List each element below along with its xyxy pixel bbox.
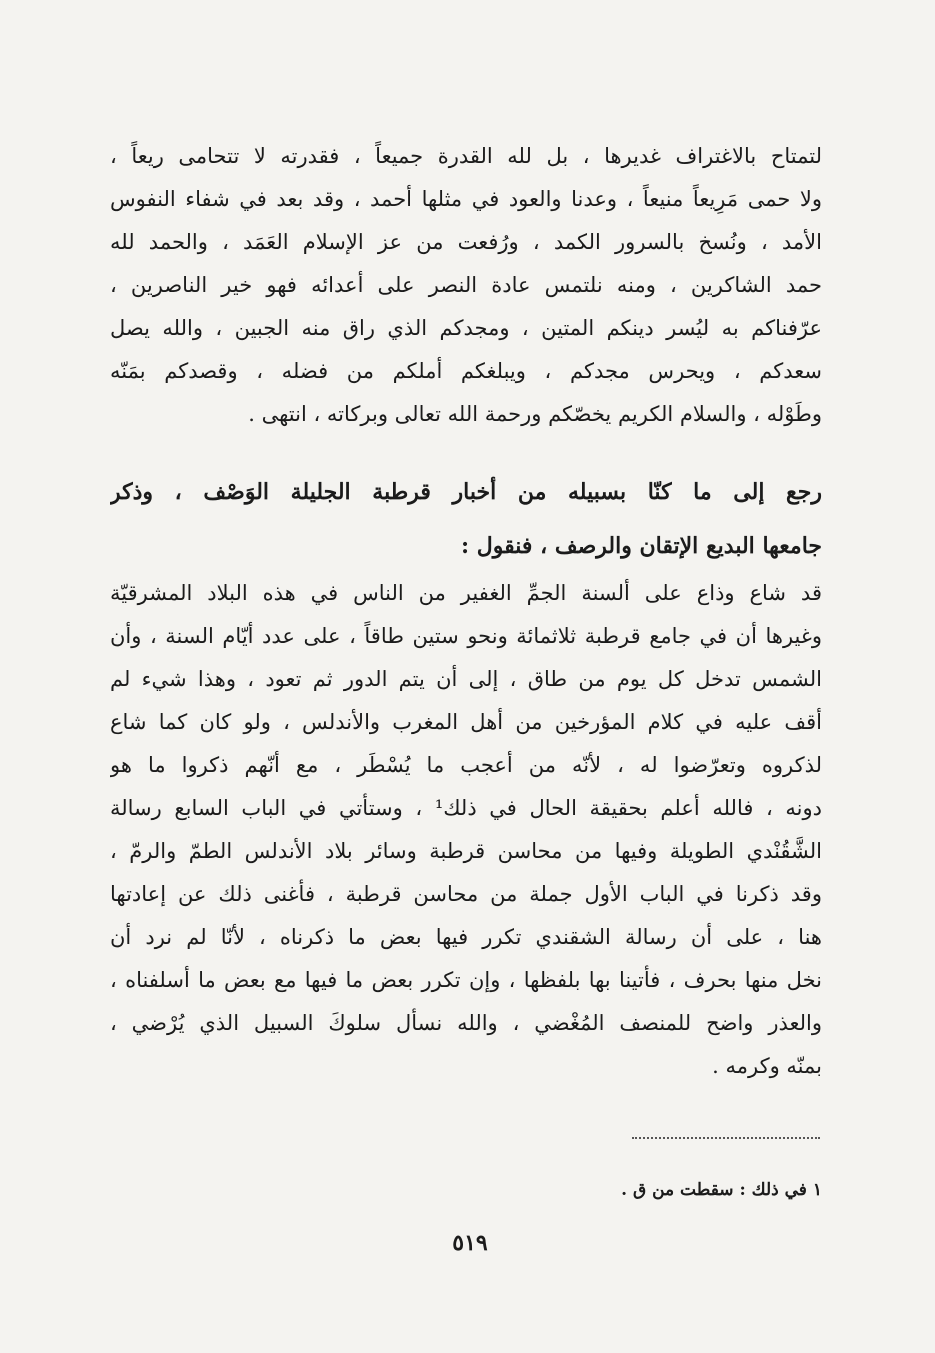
paragraph-1-line: لتمتاح بالاغتراف غديرها ، بل لله القدرة جميعاً ، فقدرته لا تتحامى ريعاً ، (110, 144, 822, 168)
paragraph-2-line: والعذر واضح للمنصف المُغْضي ، والله نسأل سلوكَ السبيل الذي يُرْضي ، (110, 1011, 822, 1035)
paragraph-1-line: عرّفناكم به ليُسر دينكم المتين ، ومجدكم الذي راق منه الجبين ، والله يصل (110, 316, 822, 340)
paragraph-2-line: نخل منها بحرف ، فأتينا بها بلفظها ، وإن تكرر بعض ما فيها مع بعض ما أسلفناه ، (110, 968, 822, 992)
footnote-separator (632, 1137, 820, 1139)
paragraph-2-line: وغيرها أن في جامع قرطبة ثلاثمائة ونحو ستين طاقاً ، على عدد أيّام السنة ، وأن (110, 624, 822, 648)
paragraph-2-line: قد شاع وذاع على ألسنة الجمِّ الغفير من الناس في هذه البلاد المشرقيّة (110, 581, 822, 605)
paragraph-1-line: حمد الشاكرين ، ومنه نلتمس عادة النصر على أعدائه فهو خير الناصرين ، (110, 273, 822, 297)
paragraph-2-line: هنا ، على أن رسالة الشقندي تكرر فيها بعض ما ذكرناه ، لأنّا لم نرد أن (110, 925, 822, 949)
paragraph-2-line: الشَّقُنْدي الطويلة وفيها من محاسن قرطبة وسائر بلاد الأندلس الطمّ والرمّ ، (110, 839, 822, 863)
paragraph-2-line: لذكروه وتعرّضوا له ، لأنّه من أعجب ما يُسْطَر ، مع أنّهم ذكروا ما هو (110, 753, 822, 777)
paragraph-2-line: الشمس تدخل كل يوم من طاق ، إلى أن يتم الدور ثم تعود ، وهذا شيء لم (110, 667, 822, 691)
paragraph-2-line: أقف عليه في كلام المؤرخين من أهل المغرب والأندلس ، ولو كان كما شاع (110, 710, 822, 734)
section-heading-line: جامعها البديع الإتقان والرصف ، فنقول : (461, 533, 822, 559)
paragraph-1 (110, 135, 822, 436)
paragraph-2-line: بمنّه وكرمه . (712, 1054, 822, 1078)
footnote: ١ في ذلك : سقطت من ق . (621, 1180, 822, 1200)
paragraph-2-line: وقد ذكرنا في الباب الأول جملة من محاسن قرطبة ، فأغنى ذلك عن إعادتها (110, 882, 822, 906)
paragraph-1-line: الأمد ، ونُسخ بالسرور الكمد ، ورُفعت من عز الإسلام العَمَد ، والحمد لله (110, 230, 822, 254)
paragraph-1-line: وطَوْله ، والسلام الكريم يخصّكم ورحمة الله تعالى وبركاته ، انتهى . (248, 402, 822, 426)
paragraph-1-line: سعدكم ، ويحرس مجدكم ، ويبلغكم أملكم من فضله ، وقصدكم بمَنّه (110, 359, 822, 383)
paragraph-1-line: ولا حمى مَرِيعاً منيعاً ، وعدنا والعود في مثلها أحمد ، وقد بعد في شفاء النفوس (110, 187, 822, 211)
paragraph-2 (110, 572, 822, 1088)
paragraph-2-line: دونه ، فالله أعلم بحقيقة الحال في ذلك¹ ، وستأتي في الباب السابع رسالة (110, 796, 822, 820)
page-number: ٥١٩ (452, 1230, 488, 1256)
section-heading (110, 465, 822, 573)
section-heading-line: رجع إلى ما كنّا بسبيله من أخبار قرطبة الجليلة الوَصْف ، وذكر (110, 479, 822, 505)
